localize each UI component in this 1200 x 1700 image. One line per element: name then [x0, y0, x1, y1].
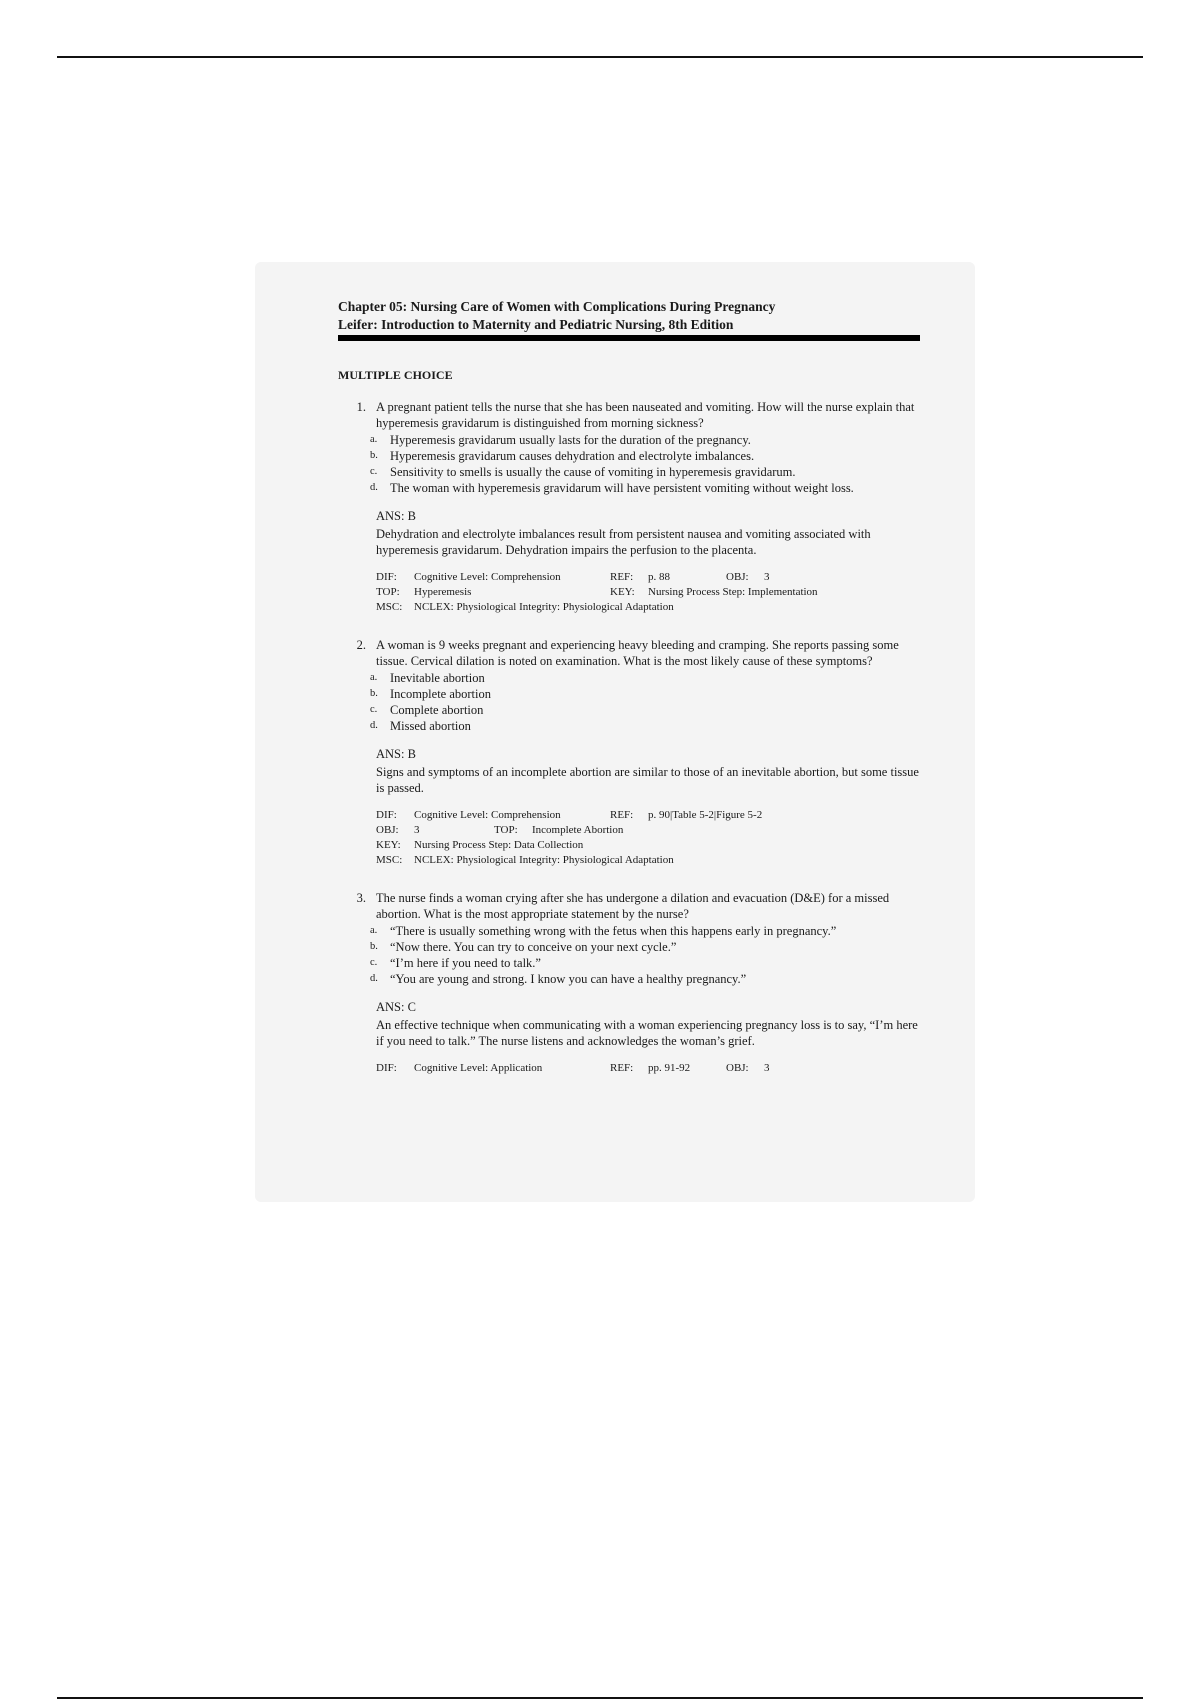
option-c — [370, 955, 920, 971]
option-letter: c. — [370, 704, 378, 715]
option-a — [370, 432, 920, 448]
meta-label: REF: — [610, 809, 634, 821]
meta-value: 3 — [414, 824, 420, 836]
answer-options — [370, 923, 920, 987]
question-metadata — [376, 1061, 920, 1076]
option-letter: b. — [370, 688, 378, 699]
option-letter: c. — [370, 957, 378, 968]
bottom-rule — [57, 1697, 1143, 1699]
option-text: Sensitivity to smells is usually the cause of vomiting in hyperemesis gravidarum. — [390, 465, 796, 479]
question-1 — [338, 399, 920, 615]
meta-value: Cognitive Level: Comprehension — [414, 809, 561, 821]
meta-value: Hyperemesis — [414, 586, 472, 598]
option-text: Hyperemesis gravidarum usually lasts for the duration of the pregnancy. — [390, 433, 751, 447]
meta-label: REF: — [610, 1062, 634, 1074]
meta-value: 3 — [764, 1062, 770, 1074]
option-letter: d. — [370, 720, 378, 731]
question-stem: The nurse finds a woman crying after she has undergone a dilation and evacuation (D&E) for a missed abortion. What is the most appropriate statement by the nurse? — [376, 891, 890, 921]
option-letter: a. — [370, 925, 378, 936]
answer-options — [370, 670, 920, 734]
answer-key: ANS: C — [376, 1000, 416, 1014]
option-letter: a. — [370, 434, 378, 445]
option-a — [370, 923, 920, 939]
rationale: An effective technique when communicating with a woman experiencing pregnancy loss is to say, “I’m here if you need to talk.” The nurse listens and acknowledges the woman’s grief. — [376, 1018, 918, 1048]
option-b — [370, 686, 920, 702]
option-letter: d. — [370, 973, 378, 984]
option-d — [370, 480, 920, 496]
option-d — [370, 718, 920, 734]
chapter-title: Chapter 05: Nursing Care of Women with Complications During Pregnancy — [338, 299, 776, 314]
option-text: “I’m here if you need to talk.” — [390, 956, 541, 970]
section-label: MULTIPLE CHOICE — [338, 368, 453, 382]
option-letter: b. — [370, 450, 378, 461]
answer-key: ANS: B — [376, 509, 416, 523]
question-number: 2. — [356, 638, 366, 652]
option-text: “There is usually something wrong with the fetus when this happens early in pregnancy.” — [390, 924, 837, 938]
option-a — [370, 670, 920, 686]
question-stem: A woman is 9 weeks pregnant and experiencing heavy bleeding and cramping. She reports passing some tissue. Cervical dilation is noted on examination. What is the most likely cause of these symptoms? — [376, 638, 899, 668]
meta-value: NCLEX: Physiological Integrity: Physiological Adaptation — [414, 854, 674, 866]
meta-value: Nursing Process Step: Implementation — [648, 586, 818, 598]
meta-value: Cognitive Level: Application — [414, 1062, 543, 1074]
question-2 — [338, 637, 920, 868]
option-text: Inevitable abortion — [390, 671, 485, 685]
option-text: Hyperemesis gravidarum causes dehydration and electrolyte imbalances. — [390, 449, 755, 463]
question-number: 1. — [356, 400, 366, 414]
meta-label: OBJ: — [726, 1062, 749, 1074]
question-metadata — [376, 570, 920, 615]
meta-value: Cognitive Level: Comprehension — [414, 571, 561, 583]
meta-value: p. 90|Table 5-2|Figure 5-2 — [648, 809, 763, 821]
meta-value: 3 — [764, 571, 770, 583]
rationale: Signs and symptoms of an incomplete abortion are similar to those of an inevitable abortion, but some tissue is passed. — [376, 765, 919, 795]
answer-key: ANS: B — [376, 747, 416, 761]
meta-label: TOP: — [376, 586, 400, 598]
option-c — [370, 702, 920, 718]
meta-value: p. 88 — [648, 571, 670, 583]
meta-label: DIF: — [376, 809, 397, 821]
option-letter: b. — [370, 941, 378, 952]
meta-label: TOP: — [494, 824, 518, 836]
option-b — [370, 939, 920, 955]
option-text: Missed abortion — [390, 719, 471, 733]
top-rule — [57, 56, 1143, 58]
question-stem: A pregnant patient tells the nurse that she has been nauseated and vomiting. How will the nurse explain that hyperemesis gravidarum is distinguished from morning sickness? — [376, 400, 915, 430]
meta-value: NCLEX: Physiological Integrity: Physiological Adaptation — [414, 601, 674, 613]
meta-label: DIF: — [376, 571, 397, 583]
document-content — [338, 298, 920, 1098]
meta-value: pp. 91-92 — [648, 1062, 691, 1074]
option-text: The woman with hyperemesis gravidarum will have persistent vomiting without weight loss. — [390, 481, 854, 495]
meta-value: Incomplete Abortion — [532, 824, 624, 836]
header-rule — [338, 335, 920, 341]
meta-label: MSC: — [376, 854, 403, 866]
answer-block — [376, 746, 920, 796]
answer-block — [376, 508, 920, 558]
meta-label: OBJ: — [376, 824, 399, 836]
question-3 — [338, 890, 920, 1076]
option-text: Incomplete abortion — [390, 687, 492, 701]
option-letter: c. — [370, 466, 378, 477]
meta-value: Nursing Process Step: Data Collection — [414, 839, 584, 851]
option-text: “Now there. You can try to conceive on your next cycle.” — [390, 940, 677, 954]
book-title: Leifer: Introduction to Maternity and Pediatric Nursing, 8th Edition — [338, 317, 734, 332]
meta-label: OBJ: — [726, 571, 749, 583]
option-b — [370, 448, 920, 464]
rationale: Dehydration and electrolyte imbalances result from persistent nausea and vomiting associated with hyperemesis gravidarum. Dehydration impairs the perfusion to the placenta. — [376, 527, 871, 557]
meta-label: MSC: — [376, 601, 403, 613]
option-letter: a. — [370, 672, 378, 683]
option-c — [370, 464, 920, 480]
meta-label: DIF: — [376, 1062, 397, 1074]
meta-label: KEY: — [610, 586, 635, 598]
question-metadata — [376, 808, 920, 868]
meta-label: REF: — [610, 571, 634, 583]
answer-options — [370, 432, 920, 496]
meta-label: KEY: — [376, 839, 401, 851]
option-d — [370, 971, 920, 987]
option-letter: d. — [370, 482, 378, 493]
option-text: Complete abortion — [390, 703, 484, 717]
question-number: 3. — [356, 891, 366, 905]
answer-block — [376, 999, 920, 1049]
option-text: “You are young and strong. I know you can have a healthy pregnancy.” — [390, 972, 747, 986]
